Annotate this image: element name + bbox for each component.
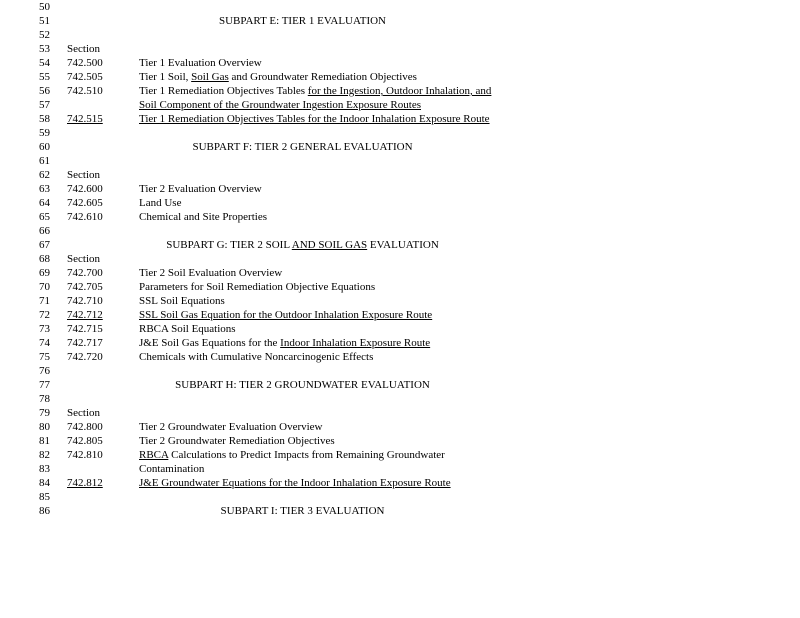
section-number: 742.600 <box>67 183 103 195</box>
line-number: 55 <box>39 71 50 83</box>
document-line <box>0 98 800 112</box>
line-number: 73 <box>39 323 50 335</box>
section-title-text: Chemical and Site Properties <box>139 211 267 223</box>
section-title <box>139 308 432 322</box>
section-column-label: Section <box>67 169 100 181</box>
heading-text: AND SOIL GAS <box>291 239 368 251</box>
section-number: 742.812 <box>67 477 103 489</box>
document-line <box>0 448 800 462</box>
section-title <box>139 70 417 84</box>
line-number: 74 <box>39 337 50 349</box>
line-number: 53 <box>39 43 50 55</box>
section-title <box>139 182 262 196</box>
document-line <box>0 336 800 350</box>
section-title <box>139 434 335 448</box>
subpart-heading <box>0 378 605 392</box>
section-title-text: Ingestion Exposure Routes <box>302 99 421 111</box>
section-title-text: SSL Soil Gas Equation for the Outdoor Inhalation Exposure Route <box>139 309 433 321</box>
line-number: 57 <box>39 99 50 111</box>
section-number: 742.510 <box>67 85 103 97</box>
section-number: 742.710 <box>67 295 103 307</box>
section-title <box>139 350 373 364</box>
subpart-heading <box>0 238 605 252</box>
section-title <box>139 448 445 462</box>
document-line <box>0 84 800 98</box>
section-title-text: Tier 2 Evaluation Overview <box>139 183 262 195</box>
section-column-label: Section <box>67 253 100 265</box>
document-line <box>0 182 800 196</box>
section-title-text: Chemicals with Cumulative Noncarcinogenic Effects <box>139 351 374 363</box>
document-line <box>0 280 800 294</box>
subpart-heading <box>0 504 605 518</box>
line-number: 82 <box>39 449 50 461</box>
line-number: 83 <box>39 463 50 475</box>
section-number: 742.515 <box>67 113 103 125</box>
section-title-text: Tier 2 Groundwater Remediation Objectives <box>139 435 335 447</box>
section-title-text: RBCA <box>139 449 169 461</box>
line-number: 71 <box>39 295 50 307</box>
section-title-text: Land Use <box>139 197 182 209</box>
line-number: 86 <box>39 505 50 517</box>
document-line <box>0 210 800 224</box>
heading-text: SUBPART F: TIER 2 GENERAL EVALUATION <box>192 141 413 153</box>
section-title-text: J&E Groundwater Equations for the Indoor Inhalation Exposure Route <box>139 477 451 489</box>
document-line <box>0 140 800 154</box>
section-number: 742.505 <box>67 71 103 83</box>
line-number: 69 <box>39 267 50 279</box>
section-title-text: Tier 1 Evaluation Overview <box>139 57 262 69</box>
line-number: 81 <box>39 435 50 447</box>
document-line <box>0 14 800 28</box>
document-line <box>0 252 800 266</box>
section-title <box>139 462 204 476</box>
document-line <box>0 294 800 308</box>
line-number: 54 <box>39 57 50 69</box>
line-number: 51 <box>39 15 50 27</box>
line-number: 64 <box>39 197 50 209</box>
line-number: 70 <box>39 281 50 293</box>
document-line <box>0 266 800 280</box>
line-number: 62 <box>39 169 50 181</box>
line-number: 50 <box>39 1 50 13</box>
line-number: 61 <box>39 155 50 167</box>
line-number: 60 <box>39 141 50 153</box>
section-number: 742.810 <box>67 449 103 461</box>
section-title <box>139 210 267 224</box>
document-line <box>0 378 800 392</box>
section-number: 742.715 <box>67 323 103 335</box>
section-title <box>139 294 225 308</box>
section-title <box>139 56 262 70</box>
section-title-text: RBCA Soil Equations <box>139 323 236 335</box>
line-number: 63 <box>39 183 50 195</box>
document-line <box>0 322 800 336</box>
section-number: 742.605 <box>67 197 103 209</box>
line-number: 84 <box>39 477 50 489</box>
section-title-text: Soil Component of the Groundwater <box>139 99 303 111</box>
document-line <box>0 476 800 490</box>
document-line <box>0 42 800 56</box>
subpart-heading <box>0 14 605 28</box>
document-line <box>0 0 800 14</box>
section-title-text: Parameters for Soil Remediation Objective Equations <box>139 281 376 293</box>
line-number: 77 <box>39 379 50 391</box>
section-title-text: Contamination <box>139 463 205 475</box>
section-title-text: Soil Gas <box>191 71 229 83</box>
heading-text: SUBPART E: TIER 1 EVALUATION <box>218 15 386 27</box>
document-line <box>0 462 800 476</box>
line-number: 78 <box>39 393 50 405</box>
heading-text: SUBPART H: TIER 2 GROUNDWATER EVALUATION <box>175 379 430 391</box>
document-line <box>0 350 800 364</box>
line-number: 66 <box>39 225 50 237</box>
document-line <box>0 308 800 322</box>
line-number: 79 <box>39 407 50 419</box>
section-number: 742.717 <box>67 337 103 349</box>
section-number: 742.800 <box>67 421 103 433</box>
section-title-text: for the Ingestion, Outdoor Inhalation, and <box>307 85 492 97</box>
section-title-text: Indoor Inhalation Exposure Route <box>280 337 431 349</box>
section-title <box>139 196 181 210</box>
section-title-text: SSL Soil Equations <box>139 295 225 307</box>
document-line <box>0 196 800 210</box>
document-line <box>0 70 800 84</box>
document-line <box>0 154 800 168</box>
line-number: 56 <box>39 85 50 97</box>
heading-text: SUBPART I: TIER 3 EVALUATION <box>220 505 385 517</box>
document-line <box>0 504 800 518</box>
section-title-text: J&E Soil Gas Equations for the <box>139 337 281 349</box>
section-title <box>139 476 451 490</box>
document-line <box>0 238 800 252</box>
line-number: 67 <box>39 239 50 251</box>
line-number: 52 <box>39 29 50 41</box>
section-title <box>139 322 236 336</box>
document-line <box>0 406 800 420</box>
section-title-text: Tier 1 Remediation Objectives Tables for the Indoor Inhalation Exposure Route <box>139 113 490 125</box>
section-title-text: Tier 1 Remediation Objectives Tables <box>139 85 308 97</box>
line-number: 72 <box>39 309 50 321</box>
document-line <box>0 434 800 448</box>
document-line <box>0 56 800 70</box>
line-number: 68 <box>39 253 50 265</box>
section-number: 742.805 <box>67 435 103 447</box>
document-line <box>0 126 800 140</box>
section-title-text: Tier 2 Soil Evaluation Overview <box>139 267 283 279</box>
section-number: 742.610 <box>67 211 103 223</box>
section-number: 742.712 <box>67 309 103 321</box>
section-title <box>139 98 421 112</box>
document-line <box>0 28 800 42</box>
line-number: 80 <box>39 421 50 433</box>
section-number: 742.705 <box>67 281 103 293</box>
document-line <box>0 224 800 238</box>
line-number: 58 <box>39 113 50 125</box>
section-title-text: Tier 2 Groundwater Evaluation Overview <box>139 421 323 433</box>
section-title <box>139 420 323 434</box>
document-line <box>0 168 800 182</box>
section-title <box>139 112 490 126</box>
section-title-text: Calculations to Predict Impacts from Remaining Groundwater <box>168 449 445 461</box>
section-number: 742.700 <box>67 267 103 279</box>
section-title-text: and Groundwater Remediation Objectives <box>228 71 417 83</box>
section-number: 742.500 <box>67 57 103 69</box>
section-column-label: Section <box>67 407 100 419</box>
line-number: 65 <box>39 211 50 223</box>
document-line <box>0 112 800 126</box>
line-number: 75 <box>39 351 50 363</box>
section-column-label: Section <box>67 43 100 55</box>
document-line <box>0 392 800 406</box>
heading-text: EVALUATION <box>367 239 439 251</box>
section-title <box>139 336 430 350</box>
section-number: 742.720 <box>67 351 103 363</box>
document-line <box>0 420 800 434</box>
line-number: 76 <box>39 365 50 377</box>
document-line <box>0 490 800 504</box>
document-line <box>0 364 800 378</box>
heading-text: SUBPART G: TIER 2 SOIL <box>166 239 292 251</box>
line-number: 85 <box>39 491 50 503</box>
subpart-heading <box>0 140 605 154</box>
section-title-text: Tier 1 Soil, <box>139 71 192 83</box>
line-number: 59 <box>39 127 50 139</box>
section-title <box>139 84 491 98</box>
section-title <box>139 280 375 294</box>
section-title <box>139 266 282 280</box>
